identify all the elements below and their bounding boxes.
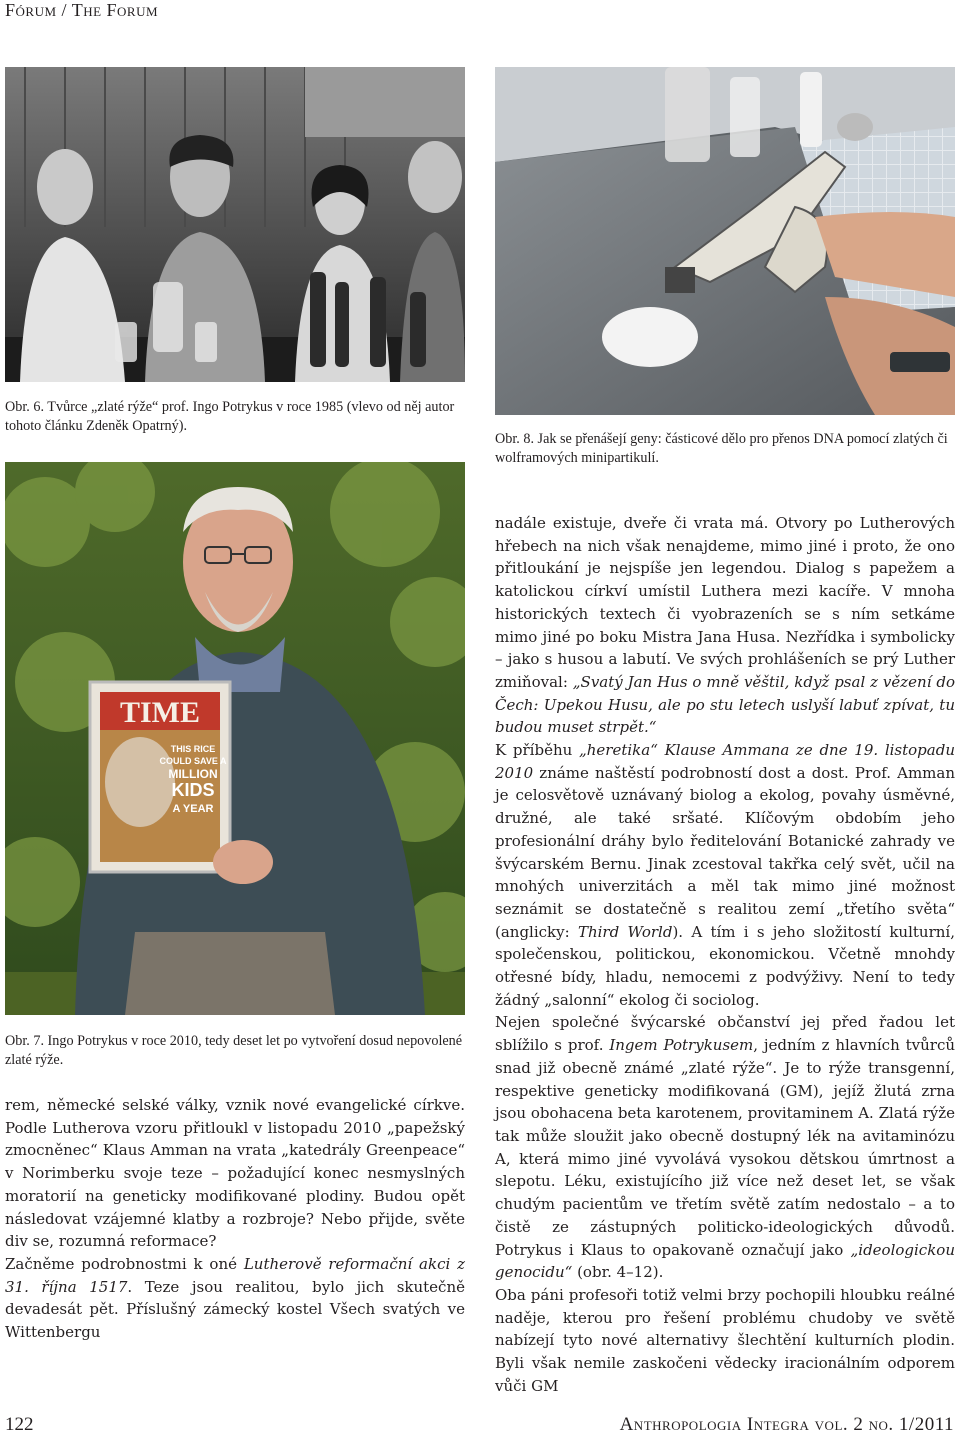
running-header: Fórum / The Forum — [5, 0, 159, 20]
figure-8-caption: Obr. 8. Jak se přenášejí geny: částicové dělo pro přenos DNA pomocí zlatých či wolframových minipartikulí. — [495, 431, 948, 466]
figure-8-photo — [495, 67, 955, 415]
right-paragraph-1: nadále existuje, dveře či vrata má. Otvory po Lutherových hřebech na nich však nenajdeme, mimo jiné i proto, že ono přitloukání je nejspíše jen legendou. Dialog s papežem a katolickou církví umístil Luthera mezi kacíře. V mnoha historických textech či vyobrazeních se s ním setkáme mimo jiné po boku Mistra Jana Husa. Nezřídka i symbolicky – jako s husou a labutí. Ve svých prohlášeních se prý Luther zmiňoval: „Svatý Jan Hus o mně věštil, když psal z vězení do Čech: Upekou Husu, ale po stu letech uslyší labuť zpívat, tu budou muset strpět.“ — [495, 514, 955, 737]
right-paragraph-2: K příběhu „heretika“ Klause Ammana ze dne 19. listopadu 2010 známe naštěstí podrobností dost a dost. Prof. Amman je celosvětově uznávaný biolog a ekolog, povahy úsměvné, družné, ale také sršaté. Klíčovým obdobím jeho profesionální dráhy bylo ředitelování Botanické zahrady ve švýcarském Bernu. Jinak zcestoval takřka celý svět, učil na mnohých univerzitách a měl tak mimo jiné možnost seznámit se dostatečně s realitou zemí „třetího světa“ (anglicky: Third World). A tím i s jeho složitostí kulturní, společenskou, politickou, ekonomickou. Včetně mnohdy otřesné bídy, hladu, nemocemi z podvýživy. Není to tedy žádný „salonní“ ekolog či sociolog. — [495, 741, 955, 1009]
cover-text-5: A YEAR — [172, 803, 214, 815]
cover-text-4: KIDS — [171, 780, 215, 800]
right-paragraph-3: Nejen společné švýcarské občanství jej před řadou let sblížilo s prof. Ingem Potrykusem, jedním z hlavních tvůrců snad již obecně známé „zlaté rýže“. Je to rýže transgenní, respektive geneticky modifikovaná (GM), jejíž žlutá zrna jsou obohacena beta karotenem, provitaminem A. Zlatá rýže tak může sloužit jako obecně dostupný lék na avitaminózu A, která mimo jiné vyvolává vysokou dětskou úmrtnost a slepotu. Léku, existujícího již více než deset let, se však chudým pacientům ve třetím světě zatím nedostalo – a to čistě ze zástupných politicko-ideologických důvodů. Potrykus i Klaus to opakovaně označují jako „ideologickou genocidu“ (obr. 4–12). — [495, 1013, 956, 1282]
left-paragraph-2: Začněme podrobnostmi k oné Lutherově reformační akci z 31. října 1517. Teze jsou realitou, bylo jich skutečně devadesát pět. Příslušný zámecký kostel Všech svatých ve Wittenbergu — [5, 1254, 465, 1342]
figure-7-photo — [5, 462, 465, 1015]
left-paragraph-1: rem, německé selské války, vznik nové evangelické církve. Podle Lutherova vzoru přitloukl v listopadu 2010 „papežský zmocněnec“ Klaus Amman na vrata „katedrály Greenpeace“ v Norimberku svoje teze – požadující konec nesmyslných moratorií na geneticky modifikované plodiny. Budou opět následovat vzájemné klatby a rozbroje? Nebo přijde, světe div se, rozumná reformace? — [5, 1096, 465, 1251]
cover-text-2: COULD SAVE A — [159, 756, 227, 766]
figure-6-photo — [5, 67, 465, 382]
page-number: 122 — [5, 1414, 34, 1435]
right-paragraph-4: Oba páni profesoři totiž velmi brzy pochopili hloubku reálné naděje, kterou pro řešení problému chudoby ve světě nabízejí tyto nové alternativy šlechtění kulturních plodin. Byli však nemile zaskočeni vědecky iracionálním odporem vůči GM — [495, 1285, 955, 1395]
right-column — [495, 512, 955, 1397]
left-column — [5, 1094, 465, 1344]
figure-7-caption: Obr. 7. Ingo Potrykus v roce 2010, tedy deset let po vytvoření dosud nepovolené zlaté rýže. — [5, 1033, 463, 1068]
time-masthead: TIME — [119, 696, 201, 729]
cover-text-3: MILLION — [168, 767, 218, 781]
cover-text-1: THIS RICE — [170, 744, 216, 754]
journal-footer: Anthropologia Integra vol. 2 no. 1/2011 — [619, 1414, 954, 1435]
figure-6-caption: Obr. 6. Tvůrce „zlaté rýže“ prof. Ingo Potrykus v roce 1985 (vlevo od něj autor tohoto článku Zdeněk Opatrný). — [5, 399, 455, 434]
